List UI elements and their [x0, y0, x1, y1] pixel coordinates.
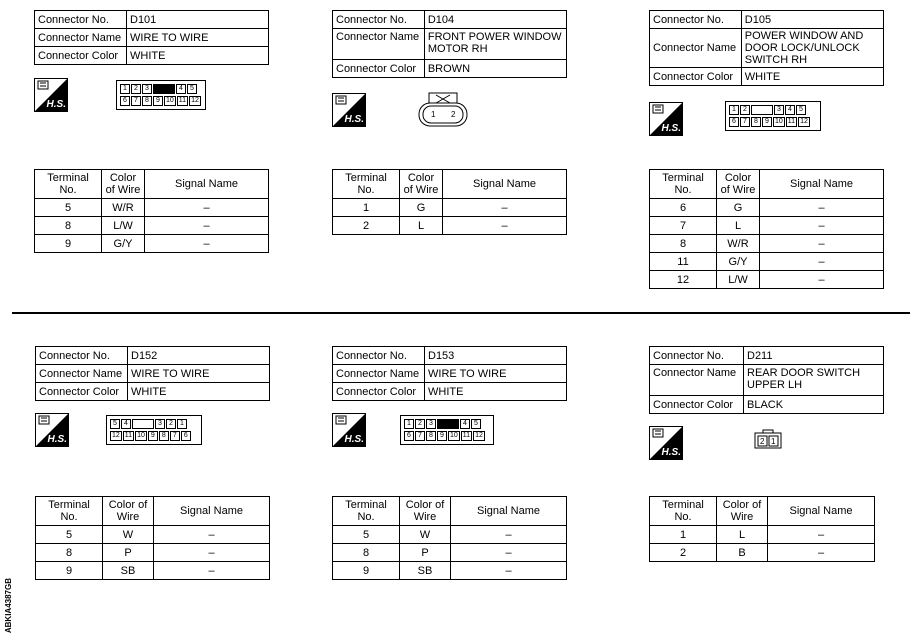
wire-color: SB — [103, 562, 154, 580]
pin: 1 — [729, 105, 739, 115]
terminal-no: 12 — [650, 271, 717, 289]
pin: 3 — [426, 419, 436, 429]
connector-name-value: FRONT POWER WINDOW MOTOR RH — [424, 29, 566, 60]
pin: 2 — [415, 419, 425, 429]
terminal-no-header: Terminal No. — [650, 170, 717, 199]
pin: 1 — [177, 419, 187, 429]
table-row — [35, 217, 269, 235]
harness-side-icon — [649, 102, 683, 136]
table-row — [333, 199, 567, 217]
pin: 4 — [176, 84, 186, 94]
connector-name-label: Connector Name — [333, 29, 425, 60]
wire-color: W/R — [102, 199, 145, 217]
pin: 7 — [131, 96, 141, 106]
pin: 9 — [762, 117, 772, 127]
pin: 12 — [475, 432, 483, 439]
d153-connector-face — [400, 415, 494, 445]
wire-color: L — [717, 217, 760, 235]
d211-terminal-table — [649, 496, 875, 562]
terminal-no: 1 — [333, 199, 400, 217]
connector-no-label: Connector No. — [36, 347, 128, 365]
pin: 4 — [121, 419, 131, 429]
table-row — [35, 199, 269, 217]
table-row — [650, 199, 884, 217]
pin: 1 — [771, 437, 776, 446]
terminal-no: 9 — [35, 235, 102, 253]
color-of-wire-header: Color of Wire — [103, 497, 154, 526]
connector-no-label: Connector No. — [333, 11, 425, 29]
figure-code: ABKIA4387GB — [4, 578, 13, 634]
signal-name-header: Signal Name — [760, 170, 884, 199]
connector-name-value: WIRE TO WIRE — [128, 365, 270, 383]
pin: 5 — [110, 419, 120, 429]
pin: 5 — [796, 105, 806, 115]
wire-color: L/W — [717, 271, 760, 289]
pin: 2 — [451, 110, 456, 119]
wire-color: G — [400, 199, 443, 217]
connector-name-value: WIRE TO WIRE — [127, 29, 269, 47]
d104-connector-face — [417, 92, 469, 128]
table-row — [333, 526, 567, 544]
pin: 8 — [426, 431, 436, 441]
pin: 7 — [415, 431, 425, 441]
d152-terminal-table — [35, 496, 270, 580]
pin: 6 — [404, 431, 414, 441]
connector-color-label: Connector Color — [35, 47, 127, 65]
pin: 4 — [785, 105, 795, 115]
signal-name: – — [145, 235, 269, 253]
pin: 8 — [142, 96, 152, 106]
pin: 9 — [153, 96, 163, 106]
terminal-no: 2 — [333, 217, 400, 235]
signal-name: – — [145, 217, 269, 235]
pin: 3 — [155, 419, 165, 429]
signal-name: – — [451, 562, 567, 580]
pin: 12 — [191, 97, 199, 104]
table-row — [36, 526, 270, 544]
wire-color: W — [400, 526, 451, 544]
pin: 1 — [431, 110, 436, 119]
pin: 2 — [740, 105, 750, 115]
connector-no-value: D105 — [741, 11, 883, 29]
lock-tab — [751, 105, 773, 115]
wire-color: L — [400, 217, 443, 235]
signal-name: – — [443, 217, 567, 235]
connector-color-value: WHITE — [741, 68, 883, 86]
connector-name-label: Connector Name — [650, 29, 742, 68]
connector-color-value: WHITE — [425, 383, 567, 401]
pin: 12 — [800, 118, 808, 125]
connector-color-value: BROWN — [424, 60, 566, 78]
signal-name: – — [768, 544, 875, 562]
pin: 9 — [148, 431, 158, 441]
connector-color-label: Connector Color — [650, 68, 742, 86]
wire-color: W — [103, 526, 154, 544]
pin: 3 — [774, 105, 784, 115]
pin: 10 — [450, 432, 458, 439]
d211-info-table — [649, 346, 884, 414]
terminal-no: 2 — [650, 544, 717, 562]
table-row — [650, 544, 875, 562]
d101-info-table — [34, 10, 269, 65]
wire-color: L/W — [102, 217, 145, 235]
table-row — [333, 217, 567, 235]
hs-label: H.S. — [661, 447, 681, 458]
connector-color-label: Connector Color — [333, 383, 425, 401]
d105-info-table — [649, 10, 884, 86]
connector-name-value: REAR DOOR SWITCH UPPER LH — [744, 365, 884, 396]
wire-color: SB — [400, 562, 451, 580]
pin: 7 — [170, 431, 180, 441]
lock-tab — [437, 419, 459, 429]
lock-tab — [153, 84, 175, 94]
connector-no-label: Connector No. — [35, 11, 127, 29]
lock-tab — [132, 419, 154, 429]
table-row — [35, 235, 269, 253]
signal-name: – — [451, 544, 567, 562]
terminal-no: 8 — [333, 544, 400, 562]
pin: 11 — [787, 118, 796, 125]
signal-name: – — [451, 526, 567, 544]
pin: 11 — [178, 97, 187, 104]
terminal-no: 5 — [333, 526, 400, 544]
connector-color-value: WHITE — [127, 47, 269, 65]
signal-name-header: Signal Name — [451, 497, 567, 526]
connector-name-label: Connector Name — [36, 365, 128, 383]
connector-no-value: D104 — [424, 11, 566, 29]
connector-name-label: Connector Name — [333, 365, 425, 383]
d153-terminal-table — [332, 496, 567, 580]
pin: 12 — [112, 432, 120, 439]
terminal-no: 11 — [650, 253, 717, 271]
pin: 7 — [740, 117, 750, 127]
hs-label: H.S. — [344, 114, 364, 125]
d101-terminal-table — [34, 169, 269, 253]
d101-connector-face — [116, 80, 206, 110]
connector-no-label: Connector No. — [333, 347, 425, 365]
connector-color-value: WHITE — [128, 383, 270, 401]
wire-color: L — [717, 526, 768, 544]
signal-name: – — [145, 199, 269, 217]
signal-name-header: Signal Name — [768, 497, 875, 526]
signal-name: – — [443, 199, 567, 217]
harness-side-icon — [35, 413, 69, 447]
connector-no-value: D211 — [744, 347, 884, 365]
d153-info-table — [332, 346, 567, 401]
color-of-wire-header: Color of Wire — [717, 170, 760, 199]
wire-color: G — [717, 199, 760, 217]
hs-label: H.S. — [661, 123, 681, 134]
d104-info-table — [332, 10, 567, 78]
d104-terminal-table — [332, 169, 567, 235]
pin: 5 — [187, 84, 197, 94]
signal-name: – — [760, 235, 884, 253]
color-of-wire-header: Color of Wire — [400, 497, 451, 526]
pin: 6 — [729, 117, 739, 127]
connector-name-label: Connector Name — [35, 29, 127, 47]
pin: 10 — [166, 97, 174, 104]
terminal-no: 5 — [36, 526, 103, 544]
signal-name: – — [154, 526, 270, 544]
pin: 3 — [142, 84, 152, 94]
pin: 11 — [462, 432, 471, 439]
connector-name-label: Connector Name — [650, 365, 744, 396]
d152-connector-face — [106, 415, 202, 445]
table-row — [36, 544, 270, 562]
wire-color: B — [717, 544, 768, 562]
terminal-no-header: Terminal No. — [35, 170, 102, 199]
wire-color: G/Y — [102, 235, 145, 253]
pin: 4 — [460, 419, 470, 429]
table-row — [650, 271, 884, 289]
signal-name: – — [760, 253, 884, 271]
terminal-no: 8 — [650, 235, 717, 253]
table-row — [36, 562, 270, 580]
signal-name-header: Signal Name — [443, 170, 567, 199]
terminal-no: 6 — [650, 199, 717, 217]
pin: 2 — [760, 437, 765, 446]
pin: 10 — [137, 432, 145, 439]
pin: 6 — [120, 96, 130, 106]
terminal-no: 7 — [650, 217, 717, 235]
hs-label: H.S. — [344, 434, 364, 445]
pin: 10 — [775, 118, 783, 125]
connector-color-label: Connector Color — [650, 396, 744, 414]
hs-label: H.S. — [46, 99, 66, 110]
wire-color: P — [103, 544, 154, 562]
signal-name-header: Signal Name — [145, 170, 269, 199]
terminal-no-header: Terminal No. — [333, 170, 400, 199]
signal-name: – — [760, 199, 884, 217]
terminal-no-header: Terminal No. — [333, 497, 400, 526]
color-of-wire-header: Color of Wire — [400, 170, 443, 199]
table-row — [650, 217, 884, 235]
signal-name: – — [760, 217, 884, 235]
pin: 1 — [120, 84, 130, 94]
signal-name: – — [154, 544, 270, 562]
d152-info-table — [35, 346, 270, 401]
signal-name-header: Signal Name — [154, 497, 270, 526]
pin: 1 — [404, 419, 414, 429]
table-row — [650, 526, 875, 544]
terminal-no: 5 — [35, 199, 102, 217]
pin: 5 — [471, 419, 481, 429]
pin: 9 — [437, 431, 447, 441]
pin: 6 — [181, 431, 191, 441]
signal-name: – — [768, 526, 875, 544]
connector-no-label: Connector No. — [650, 11, 742, 29]
pin: 8 — [159, 431, 169, 441]
terminal-no: 8 — [35, 217, 102, 235]
wire-color: P — [400, 544, 451, 562]
connector-color-value: BLACK — [744, 396, 884, 414]
terminal-no-header: Terminal No. — [36, 497, 103, 526]
harness-side-icon — [332, 93, 366, 127]
connector-name-value: POWER WINDOW AND DOOR LOCK/UNLOCK SWITCH RH — [741, 29, 883, 68]
connector-no-label: Connector No. — [650, 347, 744, 365]
connector-no-value: D153 — [425, 347, 567, 365]
d105-connector-face — [725, 101, 821, 131]
terminal-no: 9 — [36, 562, 103, 580]
connector-name-value: WIRE TO WIRE — [425, 365, 567, 383]
wire-color: W/R — [717, 235, 760, 253]
color-of-wire-header: Color of Wire — [717, 497, 768, 526]
terminal-no: 8 — [36, 544, 103, 562]
d105-terminal-table — [649, 169, 884, 289]
pin: 8 — [751, 117, 761, 127]
wire-color: G/Y — [717, 253, 760, 271]
pin: 2 — [166, 419, 176, 429]
harness-side-icon — [332, 413, 366, 447]
d211-connector-face — [754, 429, 782, 449]
table-row — [650, 253, 884, 271]
connector-no-value: D101 — [127, 11, 269, 29]
harness-side-icon — [649, 426, 683, 460]
color-of-wire-header: Color of Wire — [102, 170, 145, 199]
connector-color-label: Connector Color — [333, 60, 425, 78]
connector-no-value: D152 — [128, 347, 270, 365]
connector-color-label: Connector Color — [36, 383, 128, 401]
pin: 11 — [124, 432, 133, 439]
table-row — [333, 562, 567, 580]
terminal-no-header: Terminal No. — [650, 497, 717, 526]
terminal-no: 1 — [650, 526, 717, 544]
signal-name: – — [154, 562, 270, 580]
table-row — [333, 544, 567, 562]
signal-name: – — [760, 271, 884, 289]
harness-side-icon — [34, 78, 68, 112]
hs-label: H.S. — [47, 434, 67, 445]
table-row — [650, 235, 884, 253]
pin: 2 — [131, 84, 141, 94]
terminal-no: 9 — [333, 562, 400, 580]
section-divider — [12, 312, 910, 314]
